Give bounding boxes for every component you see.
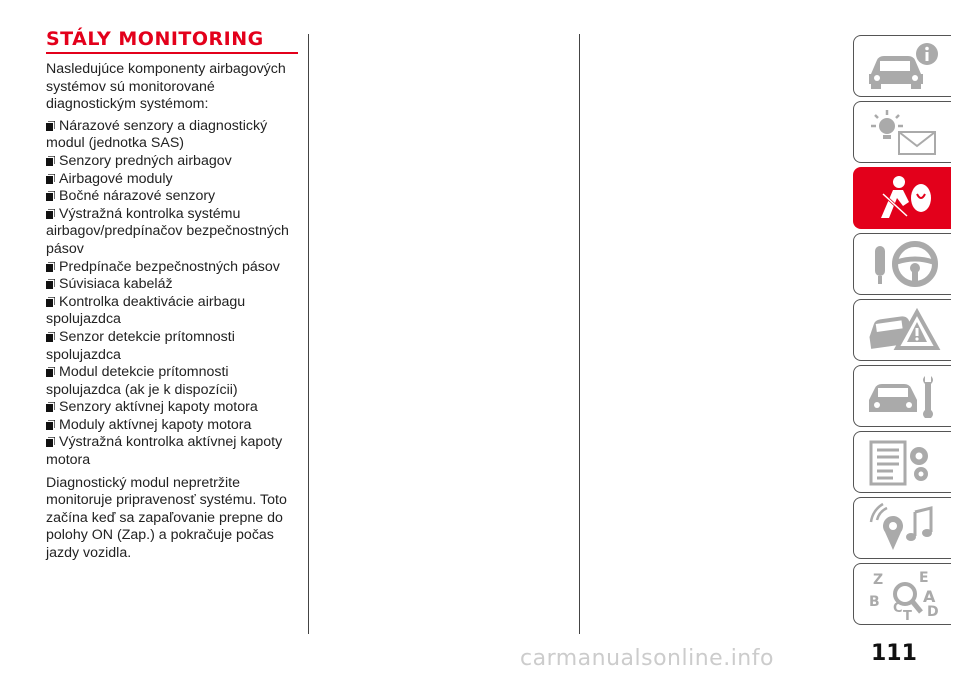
warning-lights-icon: [863, 106, 943, 158]
index-letter: D: [926, 604, 939, 620]
column-divider: [308, 34, 309, 634]
checkbox-bullet-icon: [46, 402, 55, 412]
tab-car-info[interactable]: [853, 35, 951, 97]
tab-specifications[interactable]: [853, 431, 951, 493]
checkbox-bullet-icon: [46, 437, 55, 447]
list-item: Airbagové moduly: [46, 171, 298, 189]
car-info-icon: [863, 40, 943, 92]
checkbox-bullet-icon: [46, 367, 55, 377]
list-item: Predpínače bezpečnostných pásov: [46, 259, 298, 277]
page-number: 111: [871, 641, 917, 666]
checkbox-bullet-icon: [46, 174, 55, 184]
index-letters-icon: [863, 568, 943, 620]
list-item: Senzory aktívnej kapoty motora: [46, 399, 298, 417]
list-item: Výstražná kontrolka systému airbagov/predpínačov bezpečnostných pásov: [46, 205, 289, 257]
specifications-icon: [863, 436, 943, 488]
checkbox-bullet-icon: [46, 156, 55, 166]
car-service-icon: [863, 370, 943, 422]
checkbox-bullet-icon: [46, 191, 55, 201]
list-item: Bočné nárazové senzory: [46, 188, 298, 206]
tab-index[interactable]: [853, 563, 951, 625]
index-letter: A: [922, 587, 935, 606]
column-divider: [579, 34, 580, 634]
multimedia-icon: [863, 502, 943, 554]
index-letter: T: [902, 609, 912, 620]
tab-airbag-safety[interactable]: [853, 167, 951, 229]
list-item: Výstražná kontrolka aktívnej kapoty motora: [46, 434, 283, 469]
closing-paragraph: Diagnostický modul nepretržite monitoruje pripravenosť systému. Toto začína keď sa zapaľovanie prepne do polohy ON (Zap.) a pokračuje počas jazdy vozidla.: [46, 474, 287, 562]
section-title: STÁLY MONITORING: [46, 28, 298, 54]
checkbox-bullet-icon: [46, 121, 55, 131]
checkbox-bullet-icon: [46, 209, 55, 219]
intro-paragraph: Nasledujúce komponenty airbagových systémov sú monitorované diagnostickým systémom:: [46, 61, 286, 113]
list-item: Senzor detekcie prítomnosti spolujazdca: [46, 328, 235, 363]
index-letter: E: [918, 570, 929, 586]
list-item: Kontrolka deaktivácie airbagu spolujazdca: [46, 293, 246, 328]
index-letter: C: [892, 601, 903, 616]
checkbox-bullet-icon: [46, 420, 55, 430]
chapter-tabs: [853, 35, 953, 629]
tab-steering-key[interactable]: [853, 233, 951, 295]
tab-car-service[interactable]: [853, 365, 951, 427]
checkbox-bullet-icon: [46, 297, 55, 307]
airbag-safety-icon: [863, 172, 943, 224]
body-text: [46, 61, 298, 567]
tab-warning-lights[interactable]: [853, 101, 951, 163]
watermark: carmanualsonline.info: [520, 646, 774, 671]
index-letter: Z: [872, 572, 883, 588]
list-item: Senzory predných airbagov: [46, 153, 298, 171]
steering-key-icon: [863, 238, 943, 290]
list-item: Súvisiaca kabeláž: [46, 276, 298, 294]
checkbox-bullet-icon: [46, 332, 55, 342]
car-breakdown-icon: [863, 304, 943, 356]
index-letter: B: [868, 594, 880, 610]
checkbox-bullet-icon: [46, 279, 55, 289]
list-item: Moduly aktívnej kapoty motora: [46, 417, 298, 435]
list-item: Modul detekcie prítomnosti spolujazdca (ak je k dispozícii): [46, 364, 238, 398]
tab-multimedia[interactable]: [853, 497, 951, 559]
checkbox-bullet-icon: [46, 262, 55, 272]
tab-breakdown[interactable]: [853, 299, 951, 361]
component-list: [46, 118, 298, 470]
list-item: Nárazové senzory a diagnostický modul (jednotka SAS): [46, 117, 268, 152]
